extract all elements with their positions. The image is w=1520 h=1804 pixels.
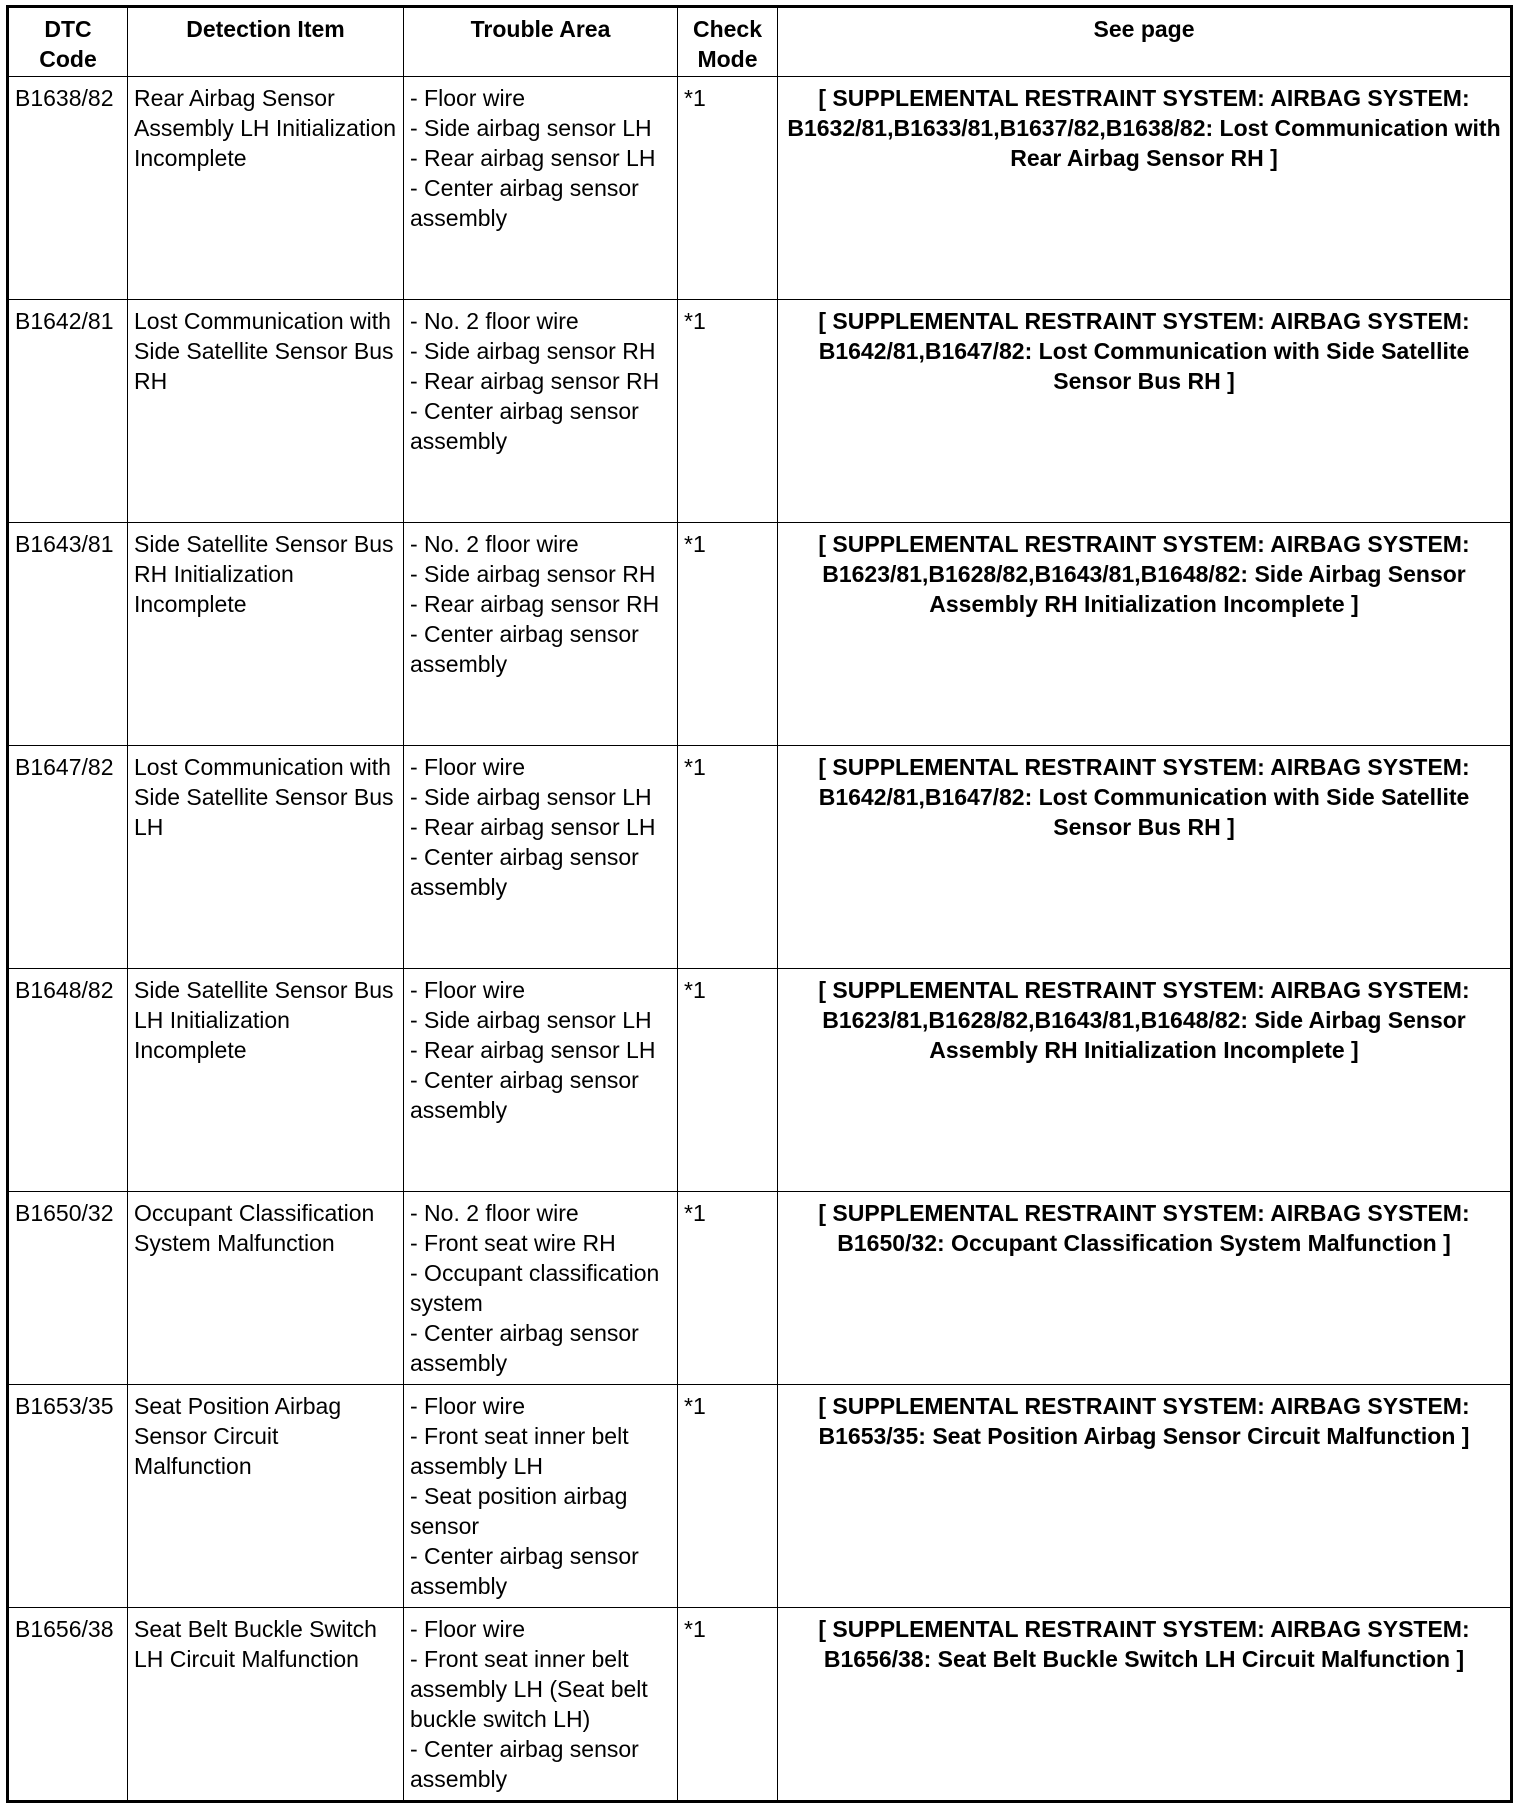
trouble-area-line: - Center airbag sensor assembly xyxy=(410,1543,639,1599)
header-check-mode: Check Mode xyxy=(678,7,778,77)
trouble-area xyxy=(404,1608,678,1802)
table-row xyxy=(8,77,1512,300)
see-page-link[interactable]: [ SUPPLEMENTAL RESTRAINT SYSTEM: AIRBAG SYSTEM: B1650/32: Occupant Classification System Malfunction ] xyxy=(778,1192,1512,1385)
table-row xyxy=(8,1608,1512,1802)
dtc-code: B1642/81 xyxy=(8,300,128,523)
header-dtc-code: DTC Code xyxy=(8,7,128,77)
trouble-area xyxy=(404,969,678,1192)
trouble-area xyxy=(404,77,678,300)
check-mode: *1 xyxy=(678,1608,778,1802)
dtc-code: B1650/32 xyxy=(8,1192,128,1385)
see-page-link[interactable]: [ SUPPLEMENTAL RESTRAINT SYSTEM: AIRBAG SYSTEM: B1653/35: Seat Position Airbag Sensor Circuit Malfunction ] xyxy=(778,1385,1512,1608)
dtc-code: B1647/82 xyxy=(8,746,128,969)
detection-item: Side Satellite Sensor Bus RH Initialization Incomplete xyxy=(128,523,404,746)
trouble-area-line: - No. 2 floor wire xyxy=(410,1200,579,1226)
trouble-area-line: - Center airbag sensor assembly xyxy=(410,621,639,677)
check-mode: *1 xyxy=(678,746,778,969)
trouble-area xyxy=(404,746,678,969)
trouble-area-line: - No. 2 floor wire xyxy=(410,531,579,557)
trouble-area-line: - Side airbag sensor LH xyxy=(410,784,652,810)
header-see-page: See page xyxy=(778,7,1512,77)
trouble-area-line: - Front seat inner belt assembly LH (Seat belt buckle switch LH) xyxy=(410,1646,648,1732)
trouble-area-line: - Rear airbag sensor LH xyxy=(410,814,656,840)
detection-item: Lost Communication with Side Satellite Sensor Bus LH xyxy=(128,746,404,969)
detection-item: Lost Communication with Side Satellite Sensor Bus RH xyxy=(128,300,404,523)
trouble-area-line: - Center airbag sensor assembly xyxy=(410,1067,639,1123)
trouble-area-line: - Floor wire xyxy=(410,1616,526,1642)
detection-item: Side Satellite Sensor Bus LH Initialization Incomplete xyxy=(128,969,404,1192)
trouble-area-line: - Center airbag sensor assembly xyxy=(410,398,639,454)
see-page-link[interactable]: [ SUPPLEMENTAL RESTRAINT SYSTEM: AIRBAG SYSTEM: B1656/38: Seat Belt Buckle Switch LH Circuit Malfunction ] xyxy=(778,1608,1512,1802)
trouble-area-line: - Front seat wire RH xyxy=(410,1230,616,1256)
trouble-area xyxy=(404,523,678,746)
trouble-area-line: - Floor wire xyxy=(410,1393,526,1419)
trouble-area-line: - Center airbag sensor assembly xyxy=(410,1320,639,1376)
dtc-code: B1656/38 xyxy=(8,1608,128,1802)
see-page-link[interactable]: [ SUPPLEMENTAL RESTRAINT SYSTEM: AIRBAG SYSTEM: B1632/81,B1633/81,B1637/82,B1638/82: Lost Communication with Rear Airbag Sensor RH ] xyxy=(778,77,1512,300)
trouble-area-line: - Rear airbag sensor RH xyxy=(410,368,660,394)
header-trouble-area: Trouble Area xyxy=(404,7,678,77)
trouble-area-line: - Rear airbag sensor LH xyxy=(410,145,656,171)
trouble-area-line: - Front seat inner belt assembly LH xyxy=(410,1423,629,1479)
table-row xyxy=(8,1385,1512,1608)
dtc-code: B1643/81 xyxy=(8,523,128,746)
check-mode: *1 xyxy=(678,77,778,300)
check-mode: *1 xyxy=(678,1385,778,1608)
trouble-area-line: - No. 2 floor wire xyxy=(410,308,579,334)
dtc-code: B1638/82 xyxy=(8,77,128,300)
detection-item: Occupant Classification System Malfunction xyxy=(128,1192,404,1385)
trouble-area-line: - Rear airbag sensor RH xyxy=(410,591,660,617)
dtc-code: B1648/82 xyxy=(8,969,128,1192)
check-mode: *1 xyxy=(678,1192,778,1385)
check-mode: *1 xyxy=(678,300,778,523)
trouble-area-line: - Floor wire xyxy=(410,977,526,1003)
trouble-area-line: - Seat position airbag sensor xyxy=(410,1483,628,1539)
header-detection-item: Detection Item xyxy=(128,7,404,77)
trouble-area-line: - Side airbag sensor RH xyxy=(410,561,656,587)
trouble-area-line: - Floor wire xyxy=(410,85,526,111)
see-page-link[interactable]: [ SUPPLEMENTAL RESTRAINT SYSTEM: AIRBAG SYSTEM: B1642/81,B1647/82: Lost Communication with Side Satellite Sensor Bus RH ] xyxy=(778,746,1512,969)
check-mode: *1 xyxy=(678,969,778,1192)
see-page-link[interactable]: [ SUPPLEMENTAL RESTRAINT SYSTEM: AIRBAG SYSTEM: B1642/81,B1647/82: Lost Communication with Side Satellite Sensor Bus RH ] xyxy=(778,300,1512,523)
table-row xyxy=(8,523,1512,746)
see-page-link[interactable]: [ SUPPLEMENTAL RESTRAINT SYSTEM: AIRBAG SYSTEM: B1623/81,B1628/82,B1643/81,B1648/82: Side Airbag Sensor Assembly RH Initialization Incomplete ] xyxy=(778,523,1512,746)
trouble-area-line: - Occupant classification system xyxy=(410,1260,660,1316)
dtc-code: B1653/35 xyxy=(8,1385,128,1608)
trouble-area-line: - Center airbag sensor assembly xyxy=(410,1736,639,1792)
trouble-area-line: - Center airbag sensor assembly xyxy=(410,844,639,900)
trouble-area-line: - Side airbag sensor RH xyxy=(410,338,656,364)
trouble-area-line: - Side airbag sensor LH xyxy=(410,115,652,141)
trouble-area-line: - Floor wire xyxy=(410,754,526,780)
table-row xyxy=(8,300,1512,523)
trouble-area-line: - Side airbag sensor LH xyxy=(410,1007,652,1033)
trouble-area xyxy=(404,1385,678,1608)
check-mode: *1 xyxy=(678,523,778,746)
table-row xyxy=(8,969,1512,1192)
trouble-area-line: - Rear airbag sensor LH xyxy=(410,1037,656,1063)
trouble-area-line: - Center airbag sensor assembly xyxy=(410,175,639,231)
table-row xyxy=(8,746,1512,969)
detection-item: Seat Position Airbag Sensor Circuit Malfunction xyxy=(128,1385,404,1608)
header-row xyxy=(8,7,1512,77)
see-page-link[interactable]: [ SUPPLEMENTAL RESTRAINT SYSTEM: AIRBAG SYSTEM: B1623/81,B1628/82,B1643/81,B1648/82: Side Airbag Sensor Assembly RH Initialization Incomplete ] xyxy=(778,969,1512,1192)
trouble-area xyxy=(404,300,678,523)
dtc-table xyxy=(6,5,1513,1803)
detection-item: Seat Belt Buckle Switch LH Circuit Malfunction xyxy=(128,1608,404,1802)
trouble-area xyxy=(404,1192,678,1385)
table-row xyxy=(8,1192,1512,1385)
detection-item: Rear Airbag Sensor Assembly LH Initialization Incomplete xyxy=(128,77,404,300)
